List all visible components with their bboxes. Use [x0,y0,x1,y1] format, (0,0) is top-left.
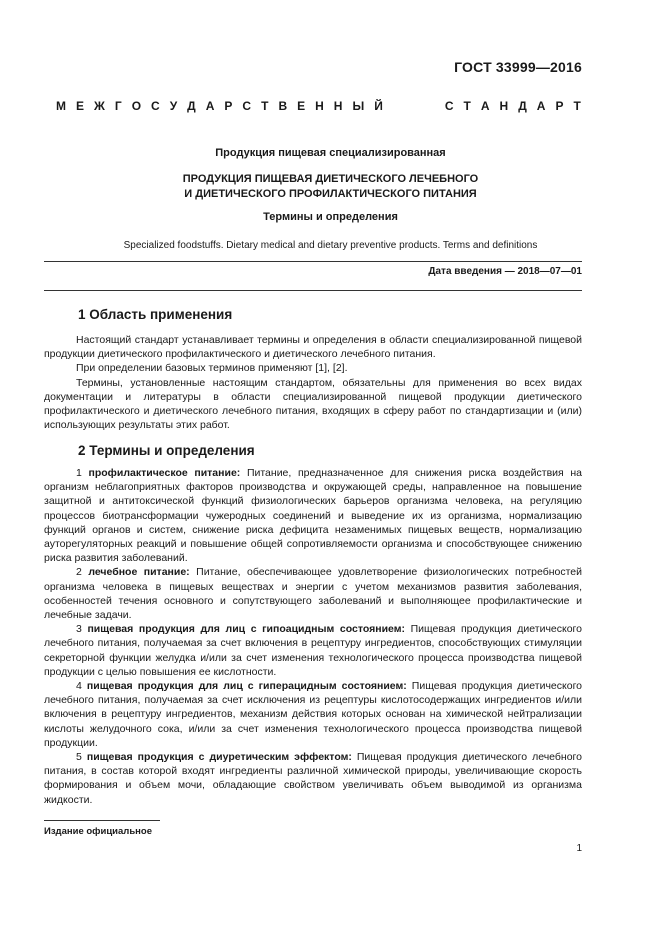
heading-letter: Н [499,99,509,113]
term-name: пищевая продукция с диуретическим эффектом: [86,751,352,764]
heading-letter: Р [224,99,233,113]
term-name: пищевая продукция для лиц с гипоацидным состоянием: [87,623,405,636]
term-name: профилактическое питание: [88,467,241,479]
heading-letter: Ж [94,99,105,113]
heading-word-gap [393,99,435,113]
document-title [40,172,621,202]
heading-letter: С [242,99,252,113]
heading-letter: Д [518,99,527,113]
divider-bottom [44,290,582,291]
heading-letter: С [151,99,160,113]
term-name: пищевая продукция для лиц с гиперацидным состоянием: [86,680,407,693]
scope-paragraph: Термины, установленные настоящим стандартом, обязательны для применения во всех видах документации и литературы в области специализированной пищевой продукции диетического профилактического и диетического лечебного питания, входящих в сферу работ по стандартизации и (или) использующих результаты этих работ. [44,376,582,432]
heading-letter: О [131,99,142,113]
term-entry [44,750,582,807]
term-number: 2 [76,566,82,579]
term-entry [44,466,582,565]
term-entry [44,565,582,622]
term-definition: Питание, обеспечивающее удовлетворение физиологических потребностей организма человека в пищевых веществах и энергии с учетом механизмов развития заболевания, особенностей течения основного и сопутствующего заболеваний и выполняющее профилактические и лечебные задачи. [44,566,582,622]
term-name: лечебное питание: [88,566,190,579]
term-number: 4 [76,680,82,693]
section-heading-terms: 2 Термины и определения [78,443,255,458]
heading-letter: Е [76,99,85,113]
document-title-line1: ПРОДУКЦИЯ ПИЩЕВАЯ ДИЕТИЧЕСКОГО ЛЕЧЕБНОГО [182,173,479,185]
heading-letter: Н [315,99,324,113]
heading-letter: С [444,99,454,113]
page-number: 1 [576,843,582,854]
heading-letter: В [278,99,288,113]
heading-letter: Т [463,99,471,113]
scope-paragraph: Настоящий стандарт устанавливает термины и определения в области специализированной пищевой продукции диетического профилактического и диетического лечебного питания. [44,334,582,361]
document-title-line2: И ДИЕТИЧЕСКОГО ПРОФИЛАКТИЧЕСКОГО ПИТАНИЯ [184,188,477,200]
heading-letter: М [56,99,66,113]
term-number: 5 [76,751,82,764]
product-category: Продукция пищевая специализированная [215,147,446,159]
gost-code: ГОСТ 33999—2016 [454,59,582,75]
section-scope-body [44,333,582,432]
official-edition-label: Издание официальное [44,826,152,837]
footer-divider [44,820,160,821]
heading-letter: Г [114,99,122,113]
heading-letter: Е [297,99,306,113]
document-subtitle: Термины и определения [263,211,398,223]
heading-letter: Д [187,99,196,113]
divider-top [44,261,582,262]
term-number: 1 [76,467,82,479]
heading-letter: А [536,99,546,113]
scope-paragraph: При определении базовых терминов применяют [1], [2]. [76,362,348,375]
introduction-date: Дата введения — 2018—07—01 [428,266,582,277]
heading-letter: Р [555,99,564,113]
english-title: Specialized foodstuffs. Dietary medical and dietary preventive products. Terms and definitions [123,240,538,251]
interstate-standard-heading [56,99,581,113]
term-definition: Пищевая продукция диетического лечебного питания, получаемая за счет исключения из рецептуры кислотосодержащих ингредиентов и/или включения в рецептуру ингредиентов, механизм действия которых основан на химической нейтрализации кислоты желудочного сока, и/или за счет изменения технологического процесса производства пищевой продукции. [44,680,583,749]
section-terms-body [44,466,582,807]
heading-letter: Т [573,99,581,113]
heading-letter: А [480,99,490,113]
heading-letter: У [169,99,178,113]
heading-letter: А [205,99,215,113]
section-heading-scope: 1 Область применения [78,307,233,322]
term-definition: Пищевая продукция диетического лечебного питания, получаемая за счет включения в рецептуру ингредиентов, способствующих стимуляции секреторной функции желудка и/или за счет изменения технологического процесса производства пищевой продукции с целью повышения ее кислотности. [44,623,582,678]
term-definition: Питание, предназначенное для снижения риска воздействия на организм неблагоприятных факторов производства и окружающей среды, направленное на повышение защитной и антитоксической функций физиологических барьеров организма человека, на регуляцию процессов биотрансформации чужеродных соединений и выведение их из организма, нормализацию функций органов и систем, снижение риска дефицита незаменимых пищевых веществ, нормализацию ауторегуляторных реакций и повышение общей сопротивляемости организма и способствующее снижению риска развития заболеваний. [44,467,583,565]
heading-letter: Й [374,99,383,113]
heading-letter: Т [261,99,269,113]
term-definition: Пищевая продукция диетического лечебного питания, в состав которой входят ингредиенты различной химической природы, увеличивающие скорость формирования и объем мочи, обладающие свойством увеличивать объем выводимой из организма жидкости. [44,751,582,806]
term-number: 3 [76,623,82,636]
term-entry [44,679,582,750]
heading-letter: Ы [352,99,365,113]
term-entry [44,622,582,679]
heading-letter: Н [333,99,343,113]
